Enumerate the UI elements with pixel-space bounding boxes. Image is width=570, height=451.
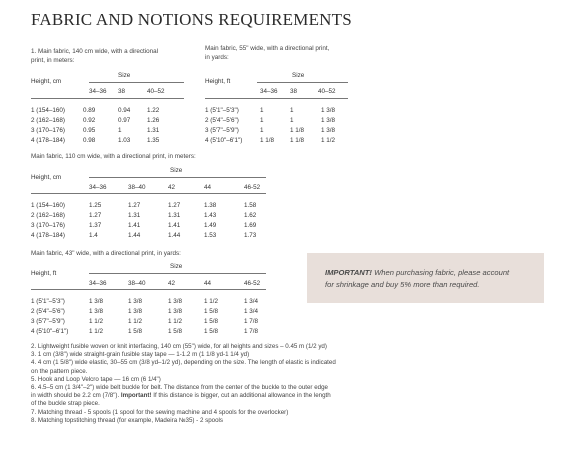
cell: 1.4: [89, 232, 98, 239]
cell: 1: [118, 127, 122, 134]
cell: 1: [260, 117, 264, 124]
cell: 1.31: [168, 212, 181, 219]
caption-line: Main fabric, 43" wide, with a directional print, in yards:: [31, 250, 181, 257]
cell: 1 3/4: [244, 298, 259, 305]
caption-line: 1. Main fabric, 140 cm wide, with a directional: [31, 48, 159, 55]
cell: 1 5/8: [168, 328, 183, 335]
note-line: 5. Hook and Loop Velcro tape — 16 cm (6 1/4"): [31, 375, 161, 383]
size-heading: 38: [290, 88, 298, 95]
note-text: If this distance is bigger, cut an additional allowance in the length: [151, 392, 331, 400]
cell: 0.98: [83, 137, 96, 144]
row-label: 4 (5'10"–6'1"): [205, 137, 243, 144]
size-heading: 34–36: [260, 88, 278, 95]
cell: 1.27: [128, 202, 141, 209]
cell: 1.49: [204, 222, 217, 229]
cell: 0.97: [118, 117, 131, 124]
cell: 1 1/2: [204, 298, 219, 305]
cell: 1.73: [244, 232, 257, 239]
cell: 1.26: [147, 117, 160, 124]
size-heading: 42: [168, 280, 176, 287]
cell: 1 5/8: [128, 328, 143, 335]
row-label: 1 (5'1"–5'3"): [205, 107, 239, 114]
important-callout: [307, 253, 544, 303]
table1-caption: [31, 47, 158, 65]
cell: 1.03: [118, 137, 131, 144]
row-header: Height, ft: [205, 78, 231, 85]
row-label: 4 (5'10"–6'1"): [31, 328, 69, 335]
cell: 1 7/8: [244, 318, 259, 325]
cell: 1.62: [244, 212, 257, 219]
header-divider: [31, 289, 266, 290]
cell: 0.95: [83, 127, 96, 134]
cell: 1 7/8: [244, 328, 259, 335]
cell: 1 3/8: [128, 298, 143, 305]
cell: 1.27: [168, 202, 181, 209]
size-label: Size: [170, 263, 183, 270]
cell: 1: [290, 107, 294, 114]
row-label: 3 (170–176): [31, 127, 65, 134]
row-label: 2 (162–168): [31, 117, 65, 124]
size-heading: 42: [168, 184, 176, 191]
cell: 1.44: [168, 232, 181, 239]
size-divider: [257, 82, 348, 83]
cell: 1.31: [128, 212, 141, 219]
row-label: 3 (170–176): [31, 222, 65, 229]
size-divider: [89, 177, 266, 178]
size-heading: 44: [204, 184, 212, 191]
table2: [205, 69, 348, 145]
cell: 1.35: [147, 137, 160, 144]
cell: 1 1/8: [290, 127, 305, 134]
cell: 1.69: [244, 222, 257, 229]
row-label: 1 (5'1"–5'3"): [31, 298, 65, 305]
cell: 1.41: [128, 222, 141, 229]
row-label: 2 (5'4"–5'6"): [205, 117, 239, 124]
size-label: Size: [170, 167, 183, 174]
size-heading: 34–36: [89, 88, 107, 95]
callout-bold: IMPORTANT!: [325, 268, 372, 277]
cell: 1.37: [89, 222, 102, 229]
note-line: 8. Matching topstitching thread (for example, Madeira №35) - 2 spools: [31, 416, 224, 424]
cell: 1.31: [147, 127, 160, 134]
table3: [31, 165, 266, 241]
page-title: FABRIC AND NOTIONS REQUIREMENTS: [31, 10, 352, 29]
cell: 1 1/2: [89, 328, 104, 335]
row-label: 4 (178–184): [31, 232, 65, 239]
header-divider: [205, 98, 348, 99]
cell: 1 5/8: [204, 318, 219, 325]
size-heading: 38: [118, 88, 126, 95]
note-text: in width should be 2.2 cm (7/8").: [31, 392, 121, 400]
size-heading: 40–52: [318, 88, 336, 95]
cell: 1 1/8: [290, 137, 305, 144]
cell: 1: [260, 107, 264, 114]
cell: 1.22: [147, 107, 160, 114]
table4: [31, 261, 266, 337]
size-heading: 34–36: [89, 184, 107, 191]
cell: 1 5/8: [204, 308, 219, 315]
callout-line1: When purchasing fabric, please account: [371, 268, 510, 277]
cell: 1.53: [204, 232, 217, 239]
cell: 1 3/8: [89, 308, 104, 315]
table1: [31, 69, 184, 145]
note-line: of the buckle strap piece.: [31, 400, 100, 408]
note-line: 6. 4.5–5 cm (1 3/4"–2") wide belt buckle for belt. The distance from the center of the buckle to the outer edge: [31, 384, 328, 392]
size-divider: [89, 82, 184, 83]
caption-line: print, in meters:: [31, 57, 75, 64]
cell: 1 3/8: [321, 127, 336, 134]
row-label: 4 (178–184): [31, 137, 65, 144]
cell: 1.44: [128, 232, 141, 239]
cell: 1 3/8: [321, 107, 336, 114]
row-label: 3 (5'7"–5'9"): [205, 127, 239, 134]
callout-line2: for shrinkage and buy 5% more than required.: [325, 279, 480, 289]
cell: 0.92: [83, 117, 96, 124]
note-line: on the pattern piece.: [31, 367, 88, 375]
caption-line: Main fabric, 110 cm wide, with a directional print, in meters:: [31, 153, 196, 160]
cell: 1 3/8: [89, 298, 104, 305]
row-header: Height, cm: [31, 174, 62, 181]
row-header: Height, ft: [31, 270, 57, 277]
cell: 1 3/8: [128, 308, 143, 315]
cell: 1.41: [168, 222, 181, 229]
size-divider: [89, 273, 266, 274]
row-label: 1 (154–160): [31, 107, 65, 114]
cell: 1 3/8: [168, 298, 183, 305]
size-heading: 38–40: [128, 280, 146, 287]
cell: 1: [260, 127, 264, 134]
note-line: [31, 392, 336, 400]
cell: 1.58: [244, 202, 257, 209]
row-label: 1 (154–160): [31, 202, 65, 209]
cell: 1 5/8: [204, 328, 219, 335]
cell: 1 1/2: [168, 318, 183, 325]
caption-line: in yards:: [205, 54, 229, 61]
note-line: 7. Matching thread - 5 spools (1 spool for the sewing machine and 4 spools for the overlocker): [31, 408, 289, 416]
note-line: 3. 1 cm (3/8") wide straight-grain fusible stay tape — 1-1.2 m (1 1/8 yd-1 1/4 yd): [31, 351, 250, 359]
cell: 1 3/8: [321, 117, 336, 124]
note-line: 4. 4 cm (1 5/8") wide elastic, 30–55 cm (3/8 yd–1/2 yd), depending on the size. The length of elastic is indicated: [31, 359, 336, 367]
cell: 1: [290, 117, 294, 124]
cell: 1 3/8: [168, 308, 183, 315]
cell: 0.94: [118, 107, 131, 114]
callout-text: [325, 267, 509, 290]
cell: 1 1/2: [321, 137, 336, 144]
size-heading: 34–36: [89, 280, 107, 287]
header-divider: [31, 98, 184, 99]
caption-line: Main fabric, 55" wide, with a directional print,: [205, 45, 330, 52]
size-heading: 44: [204, 280, 212, 287]
row-label: 3 (5'7"–5'9"): [31, 318, 65, 325]
cell: 1 1/8: [260, 137, 275, 144]
row-label: 2 (5'4"–5'6"): [31, 308, 65, 315]
cell: 1.43: [204, 212, 217, 219]
table4-caption: [31, 249, 181, 258]
size-heading: 46-52: [244, 280, 261, 287]
size-label: Size: [118, 72, 131, 79]
table3-caption: [31, 152, 196, 161]
cell: 1.25: [89, 202, 102, 209]
cell: 1 1/2: [89, 318, 104, 325]
row-label: 2 (162–168): [31, 212, 65, 219]
size-heading: 46-52: [244, 184, 261, 191]
cell: 1.27: [89, 212, 102, 219]
cell: 1.38: [204, 202, 217, 209]
table2-caption: [205, 44, 329, 62]
header-divider: [31, 193, 266, 194]
note-line: 2. Lightweight fusible woven or knit interfacing, 140 cm (55") wide, for all heights and sizes – 0.45 m (1/2 yd): [31, 343, 327, 350]
cell: 0.89: [83, 107, 96, 114]
row-header: Height, cm: [31, 78, 62, 85]
size-heading: 38–40: [128, 184, 146, 191]
notions-list: [31, 343, 336, 425]
cell: 1 1/2: [128, 318, 143, 325]
note-important: Important!: [120, 392, 152, 400]
cell: 1 3/4: [244, 308, 259, 315]
size-heading: 40–52: [147, 88, 165, 95]
size-label: Size: [292, 72, 305, 79]
